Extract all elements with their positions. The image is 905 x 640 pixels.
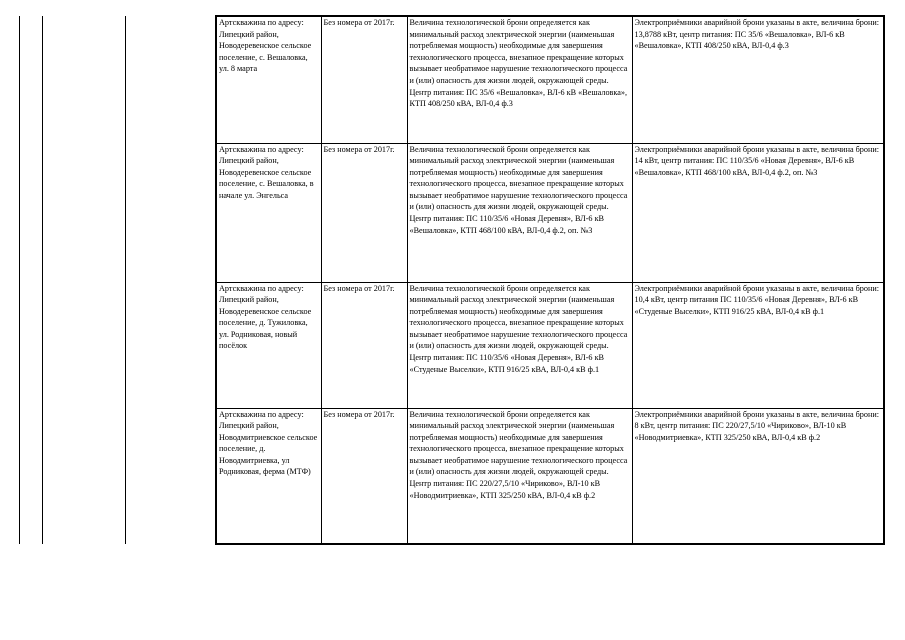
emergency-reserve-table	[215, 15, 885, 545]
table-row	[216, 143, 884, 282]
location-cell: Артскважина по адресу: Липецкий район, Новодеревенское сельское поселение, с. Вешаловка, ул. 8 марта	[216, 16, 321, 143]
emergency-reserve-cell: Электроприёмники аварийной брони указаны в акте, величина брони: 8 кВт, центр питания: ПС 220/27,5/10 «Чириково», ВЛ-10 кВ «Новодмитриевка», КТП 325/250 кВА, ВЛ-0,4 кВ ф.2	[632, 408, 884, 544]
location-cell: Артскважина по адресу: Липецкий район, Новодеревенское сельское поселение, с. Вешаловка, в начале ул. Энгельса	[216, 143, 321, 282]
emergency-reserve-cell: Электроприёмники аварийной брони указаны в акте, величина брони: 14 кВт, центр питания: ПС 110/35/6 «Новая Деревня», ВЛ-6 кВ «Вешаловка», КТП 468/100 кВА, ВЛ-0,4 ф.2, оп. №3	[632, 143, 884, 282]
justification-cell: Величина технологической брони определяется как минимальный расход электрической энергии (наименьшая потребляемая мощность) необходимые для завершения технологического процесса, внезапное прекращение которых вызывает необратимое нарушение технологического процесса и (или) опасность для жизни людей, окружающей среды. Центр питания: ПС 110/35/6 «Новая Деревня», ВЛ-6 кВ «Студеные Выселки», КТП 916/25 кВА, ВЛ-0,4 кВ ф.1	[407, 282, 632, 408]
table-row	[216, 16, 884, 143]
margin-line-1	[19, 16, 20, 544]
doc-number-cell: Без номера от 2017г.	[321, 16, 407, 143]
doc-number-cell: Без номера от 2017г.	[321, 408, 407, 544]
justification-cell: Величина технологической брони определяется как минимальный расход электрической энергии (наименьшая потребляемая мощность) необходимые для завершения технологического процесса, внезапное прекращение которых вызывает необратимое нарушение технологического процесса и (или) опасность для жизни людей, окружающей среды. Центр питания: ПС 110/35/6 «Новая Деревня», ВЛ-6 кВ «Вешаловка», КТП 468/100 кВА, ВЛ-0,4 ф.2, оп. №3	[407, 143, 632, 282]
table-row	[216, 282, 884, 408]
emergency-reserve-cell: Электроприёмники аварийной брони указаны в акте, величина брони: 13,8788 кВт, центр питания: ПС 35/6 «Вешаловка», ВЛ-6 кВ «Вешаловка», КТП 408/250 кВА, ВЛ-0,4 ф.3	[632, 16, 884, 143]
emergency-reserve-cell: Электроприёмники аварийной брони указаны в акте, величина брони: 10,4 кВт, центр питания ПС 110/35/6 «Новая Деревня», ВЛ-6 кВ «Студеные Выселки», КТП 916/25 кВА, ВЛ-0,4 кВ ф.1	[632, 282, 884, 408]
justification-cell: Величина технологической брони определяется как минимальный расход электрической энергии (наименьшая потребляемая мощность) необходимые для завершения технологического процесса, внезапное прекращение которых вызывает необратимое нарушение технологического процесса и (или) опасность для жизни людей, окружающей среды. Центр питания: ПС 220/27,5/10 «Чириково», ВЛ-10 кВ «Новодмитриевка», КТП 325/250 кВА, ВЛ-0,4 кВ ф.2	[407, 408, 632, 544]
location-cell: Артскважина по адресу: Липецкий район, Новодеревенское сельское поселение, д. Тужиловка, ул. Родниковая, новый посёлок	[216, 282, 321, 408]
doc-number-cell: Без номера от 2017г.	[321, 282, 407, 408]
location-cell: Артскважина по адресу: Липецкий район, Новодмитриевское сельское поселение, д. Новодмитриевка, ул Родниковая, ферма (МТФ)	[216, 408, 321, 544]
table-row	[216, 408, 884, 544]
margin-line-3	[125, 16, 126, 544]
justification-cell: Величина технологической брони определяется как минимальный расход электрической энергии (наименьшая потребляемая мощность) необходимые для завершения технологического процесса, внезапное прекращение которых вызывает необратимое нарушение технологического процесса и (или) опасность для жизни людей, окружающей среды. Центр питания: ПС 35/6 «Вешаловка», ВЛ-6 кВ «Вешаловка», КТП 408/250 кВА, ВЛ-0,4 ф.3	[407, 16, 632, 143]
doc-number-cell: Без номера от 2017г.	[321, 143, 407, 282]
margin-line-2	[42, 16, 43, 544]
